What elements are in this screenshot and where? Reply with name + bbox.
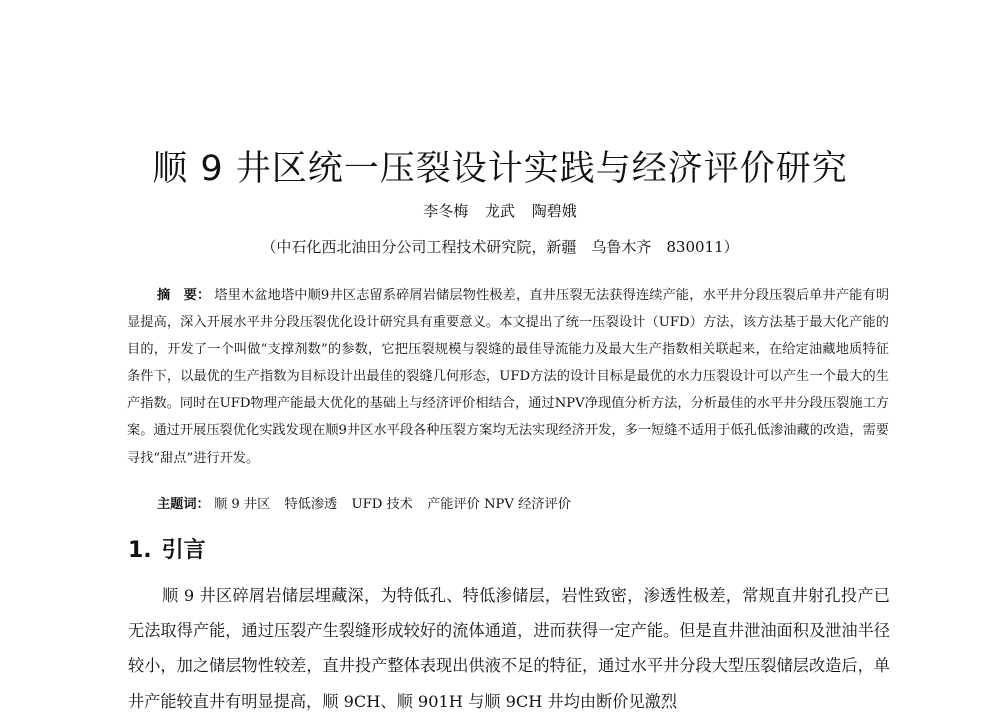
abstract bbox=[127, 282, 889, 472]
intro-paragraph: 顺 9 井区碎屑岩储层埋藏深，为特低孔、特低渗储层，岩性致密，渗透性极差，常规直井射孔投产已无法取得产能，通过压裂产生裂缝形成较好的流体通道，进而获得一定产能。但是直井泄油面积及泄油半径较小，加之储层物性较差，直井投产整体表现出供液不足的特征，通过水平井分段大型压裂储层改造后，单井产能较直井有明显提高，顺 9CH、顺 901H 与顺 9CH 井均由断价见激烈 bbox=[128, 586, 890, 711]
abstract-text: 塔里木盆地塔中顺9井区志留系碎屑岩储层物性极差，直井压裂无法获得连续产能，水平井分段压裂后单井产能有明显提高，深入开展水平井分段压裂优化设计研究具有重要意义。本文提出了统一压裂设计（UFD）方法，该方法基于最大化产能的目的，开发了一个叫做“支撑剂数”的参数，它把压裂规模与裂缝的最佳导流能力及最大生产指数相关联起来，在给定油藏地质特征条件下，以最优的生产指数为目标设计出最佳的裂缝几何形态，UFD方法的设计目标是最优的水力压裂设计可以产生一个最大的生产指数。同时在UFD物理产能最大优化的基础上与经济评价相结合，通过NPV净现值分析方法，分析最佳的水平井分段压裂施工方案。通过开展压裂优化实践发现在顺9井区水平段各种压裂方案均无法实现经济开发，多一短缝不适用于低孔低渗油藏的改造，需要寻找“甜点”进行开发。 bbox=[127, 288, 890, 466]
abstract-label: 摘 要： bbox=[157, 288, 211, 303]
author-list: 李冬梅 龙武 陶碧娥 bbox=[423, 202, 577, 220]
keywords-label: 主题词： bbox=[157, 497, 210, 512]
keywords bbox=[157, 493, 889, 512]
paper-title: 顺 9 井区统一压裂设计实践与经济评价研究 bbox=[152, 149, 848, 190]
section-heading bbox=[128, 533, 206, 564]
keyword: 特低渗透 bbox=[284, 497, 338, 512]
keyword: 顺 9 井区 bbox=[213, 497, 271, 512]
keyword: UFD 技术 bbox=[351, 497, 413, 512]
section-number: 1. bbox=[128, 538, 152, 563]
section-title: 引言 bbox=[161, 538, 206, 563]
keyword: 产能评价 NPV 经济评价 bbox=[427, 497, 571, 512]
affiliation: （中石化西北油田分公司工程技术研究院，新疆 乌鲁木齐 830011） bbox=[261, 238, 739, 256]
